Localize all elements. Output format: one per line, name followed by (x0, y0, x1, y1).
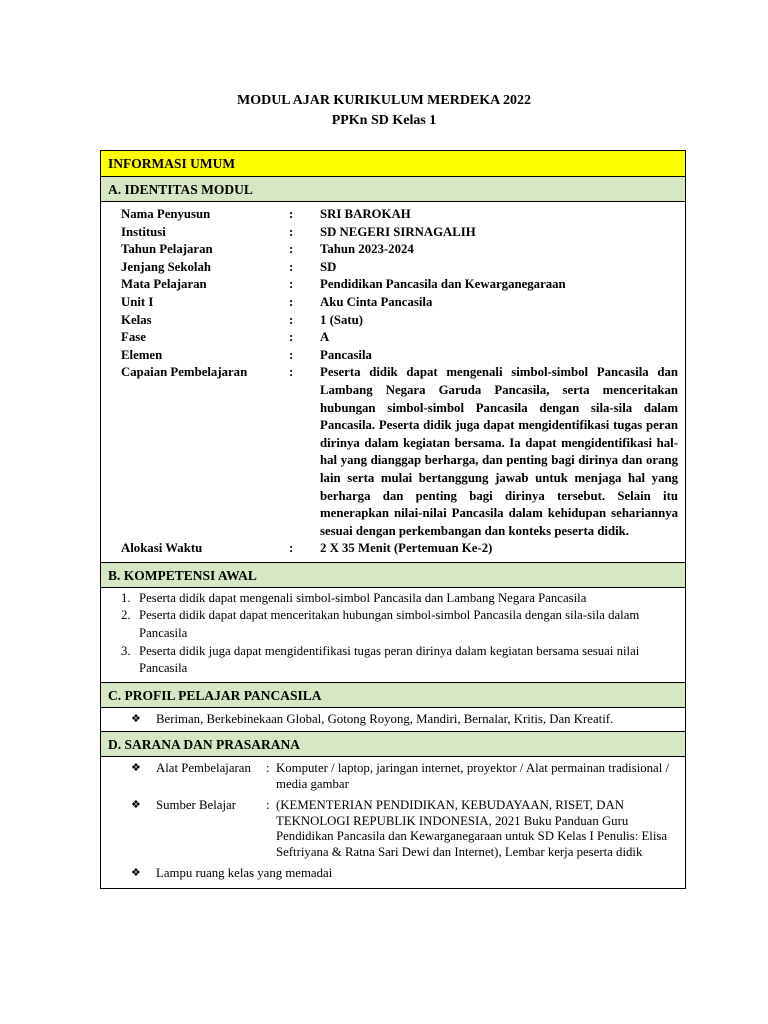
ident-colon: : (289, 347, 294, 362)
module-table (100, 150, 686, 889)
list-text: Peserta didik dapat mengenali simbol-simbol Pancasila dan Lambang Negara Pancasila (139, 590, 587, 605)
list-item (101, 643, 685, 678)
list-number: 2. (121, 608, 131, 623)
ident-label: Unit I (121, 294, 154, 309)
ident-row-jenjang (101, 259, 685, 277)
ident-label: Nama Penyusun (121, 207, 211, 221)
ident-label: Jenjang Sekolah (121, 259, 211, 274)
document-title: MODUL AJAR KURIKULUM MERDEKA 2022 (236, 93, 531, 108)
list-item (101, 607, 685, 642)
diamond-bullet-icon: ❖ (131, 712, 141, 725)
kompetensi-awal-header: B. KOMPETENSI AWAL (101, 563, 685, 588)
ident-colon: : (289, 242, 294, 257)
informasi-umum-header: INFORMASI UMUM (101, 151, 685, 177)
ident-label: Tahun Pelajaran (121, 242, 213, 257)
ident-label: Mata Pelajaran (121, 277, 207, 292)
sarana-prasarana-header: D. SARANA DAN PRASARANA (101, 732, 685, 757)
ident-value: Tahun 2023-2024 (320, 242, 414, 257)
ident-row-kelas (101, 312, 685, 330)
diamond-bullet-icon: ❖ (131, 799, 141, 812)
ident-colon: : (289, 312, 294, 327)
ident-value: Pendidikan Pancasila dan Kewarganegaraan (320, 277, 566, 292)
list-item (101, 590, 685, 608)
ident-row-unit (101, 294, 685, 312)
list-number: 1. (121, 590, 131, 605)
ident-row-elemen (101, 347, 685, 365)
ident-label: Capaian Pembelajaran (121, 365, 248, 380)
ident-value: SD NEGERI SIRNAGALIH (320, 224, 476, 239)
diamond-bullet-icon: ❖ (131, 762, 141, 775)
ident-row-institusi (101, 224, 685, 242)
document-subtitle: PPKn SD Kelas 1 (331, 113, 437, 128)
ident-value: SD (320, 259, 337, 274)
ident-colon: : (289, 541, 294, 556)
profil-text: Beriman, Berkebinekaan Global, Gotong Royong, Mandiri, Bernalar, Kritis, Dan Kreatif. (156, 711, 614, 726)
alat-label: Alat Pembelajaran (156, 761, 251, 776)
ident-value: Aku Cinta Pancasila (320, 294, 433, 309)
ident-row-capaian (101, 364, 685, 540)
ident-value: A (320, 330, 330, 345)
ident-colon: : (289, 259, 294, 274)
ident-colon: : (289, 224, 294, 239)
lampu-text: Lampu ruang kelas yang memadai (156, 866, 333, 881)
ident-row-mapel (101, 276, 685, 294)
ident-colon: : (289, 207, 294, 221)
ident-row-alokasi (101, 540, 685, 558)
identitas-modul-header: A. IDENTITAS MODUL (101, 177, 685, 202)
ident-value: 1 (Satu) (320, 312, 364, 327)
ident-value: SRI BAROKAH (320, 207, 411, 221)
ident-colon: : (289, 294, 294, 309)
profil-pelajar-section (101, 708, 685, 733)
list-item (101, 711, 685, 729)
ident-colon: : (289, 277, 294, 292)
alat-colon: : (266, 761, 270, 776)
ident-label: Kelas (121, 312, 152, 327)
ident-row-tahun (101, 241, 685, 259)
ident-label: Elemen (121, 347, 163, 362)
capaian-pembelajaran-text: Peserta didik dapat mengenali simbol-simbol Pancasila dan Lambang Negara Garuda Pancasila, serta menceritakan hubungan simbol-simbol Pancasila dengan sila-sila dalam Pancasila. Peserta didik juga dapat mengidentifikasi tugas peran dirinya dalam kegiatan bersama. Ia dapat mengidentifikasi hal-hal yang dianggap berharga, dan penting bagi dirinya dan orang lain serta mulai bertanggung jawab untuk menjaga hal yang berharga dan penting bagi dirinya tersebut. Selain itu menerapkan nilai-nilai Pancasila dalam kehidupan sehariannya sesuai dengan perkembangan dan konteks peserta didik. (320, 365, 678, 538)
profil-pelajar-header: C. PROFIL PELAJAR PANCASILA (101, 683, 685, 708)
diamond-bullet-icon: ❖ (131, 867, 141, 880)
ident-colon: : (289, 365, 294, 380)
list-item (101, 798, 685, 860)
kompetensi-awal-section (101, 588, 685, 683)
list-item (101, 866, 685, 882)
sarana-prasarana-section (101, 757, 685, 888)
ident-row-fase (101, 329, 685, 347)
ident-label: Alokasi Waktu (121, 541, 203, 556)
ident-value: 2 X 35 Menit (Pertemuan Ke-2) (320, 541, 493, 556)
sumber-colon: : (266, 798, 270, 813)
list-number: 3. (121, 643, 131, 658)
alat-value: Komputer / laptop, jaringan internet, proyektor / Alat permainan tradisional / media gambar (276, 761, 670, 791)
ident-colon: : (289, 330, 294, 345)
sumber-label: Sumber Belajar (156, 798, 236, 813)
ident-label: Fase (121, 330, 146, 345)
list-text: Peserta didik dapat dapat menceritakan hubungan simbol-simbol Pancasila dengan sila-sila dalam Pancasila (139, 608, 640, 641)
list-text: Peserta didik juga dapat mengidentifikasi tugas peran dirinya dalam kegiatan bersama sesuai nilai Pancasila (139, 643, 640, 676)
list-item (101, 761, 685, 792)
identitas-modul-section (101, 202, 685, 563)
sumber-value: (KEMENTERIAN PENDIDIKAN, KEBUDAYAAN, RISET, DAN TEKNOLOGI REPUBLIK INDONESIA, 2021 Buku Panduan Guru Pendidikan Pancasila dan Kewarganegaraan untuk SD Kelas I Penulis: Elisa Seftriyana & Ratna Sari Dewi dan Internet), Lembar kerja peserta didik (276, 798, 668, 859)
ident-value: Pancasila (320, 347, 372, 362)
ident-label: Institusi (121, 224, 166, 239)
ident-row-nama (101, 206, 685, 224)
